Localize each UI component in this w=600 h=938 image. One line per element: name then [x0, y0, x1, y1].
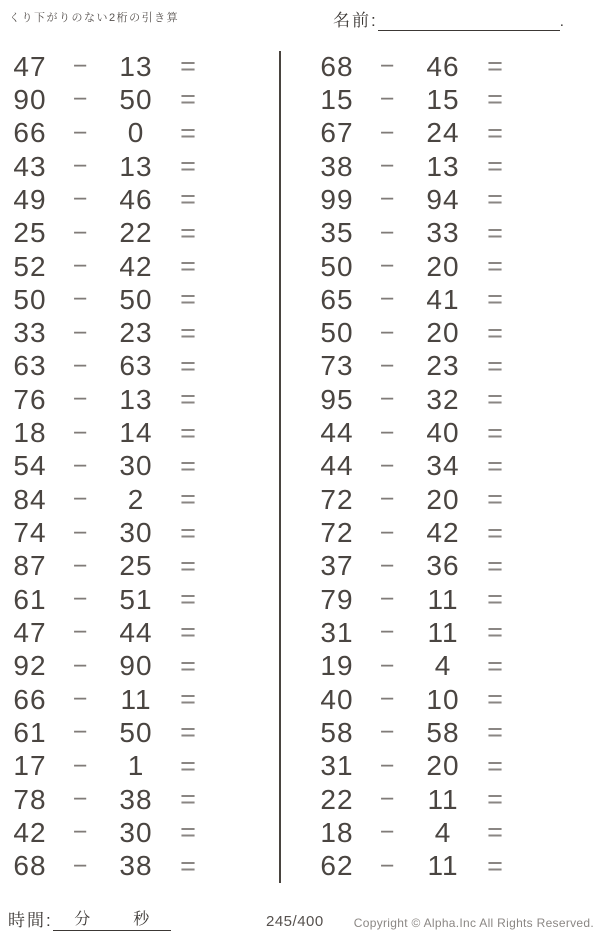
equals-icon: = [487, 517, 503, 548]
equals-icon: = [487, 684, 503, 715]
equals-icon: = [487, 717, 503, 748]
problem-row [2, 850, 279, 883]
equals-icon: = [487, 650, 503, 681]
subtrahend-value: 11 [427, 850, 459, 882]
minus-icon: − [72, 152, 88, 181]
equals-icon: = [180, 550, 196, 581]
equals-icon: = [487, 550, 503, 581]
name-blank-line [378, 13, 560, 31]
minus-icon: − [379, 85, 395, 114]
subtrahend-value: 15 [426, 83, 460, 115]
minuend-value: 50 [320, 317, 354, 349]
equals-icon: = [180, 750, 196, 781]
minus-icon: − [379, 818, 395, 847]
minuend-value: 61 [13, 583, 47, 615]
minus-icon: − [379, 118, 395, 147]
minus-icon: − [379, 218, 395, 247]
minuend-value: 47 [13, 50, 47, 82]
minuend-value: 68 [13, 850, 47, 882]
problem-row [2, 217, 279, 250]
problem-row [309, 850, 600, 883]
minus-icon: − [72, 85, 88, 114]
equals-icon: = [487, 384, 503, 415]
subtrahend-value: 30 [119, 517, 153, 549]
page-footer [0, 898, 600, 938]
minuend-value: 73 [320, 350, 354, 382]
subtrahend-value: 4 [434, 650, 452, 682]
subtrahend-value: 63 [119, 350, 153, 382]
minuend-value: 37 [320, 550, 354, 582]
problem-row [2, 450, 279, 483]
problem-row [309, 550, 600, 583]
subtrahend-value: 22 [119, 217, 153, 249]
subtrahend-value: 11 [427, 583, 459, 615]
subtrahend-value: 25 [119, 550, 153, 582]
minus-icon: − [72, 385, 88, 414]
equals-icon: = [180, 184, 196, 215]
minus-icon: − [379, 52, 395, 81]
problem-row [309, 117, 600, 150]
time-label: 時間: [8, 911, 53, 930]
equals-icon: = [487, 450, 503, 481]
problem-row [2, 550, 279, 583]
subtrahend-value: 11 [120, 683, 152, 715]
minus-icon: − [379, 451, 395, 480]
minus-icon: − [379, 418, 395, 447]
minus-icon: − [72, 751, 88, 780]
problem-row [309, 217, 600, 250]
equals-icon: = [487, 850, 503, 881]
minuend-value: 35 [320, 217, 354, 249]
minutes-label: 分 [74, 911, 91, 928]
minuend-value: 44 [320, 417, 354, 449]
problem-row [309, 450, 600, 483]
minus-icon: − [72, 718, 88, 747]
minus-icon: − [72, 785, 88, 814]
minus-icon: − [379, 285, 395, 314]
equals-icon: = [487, 484, 503, 515]
minus-icon: − [72, 551, 88, 580]
problem-row [309, 250, 600, 283]
subtrahend-value: 2 [127, 483, 145, 515]
problem-row [2, 516, 279, 549]
equals-icon: = [487, 84, 503, 115]
subtrahend-value: 50 [119, 83, 153, 115]
minuend-value: 99 [320, 183, 354, 215]
subtrahend-value: 13 [119, 150, 153, 182]
problem-row [309, 317, 600, 350]
minuend-value: 66 [13, 117, 47, 149]
equals-icon: = [487, 784, 503, 815]
minuend-value: 25 [13, 217, 47, 249]
subtrahend-value: 34 [426, 450, 460, 482]
minus-icon: − [379, 685, 395, 714]
minus-icon: − [72, 518, 88, 547]
subtrahend-value: 44 [119, 616, 153, 648]
minuend-value: 78 [13, 783, 47, 815]
problem-row [309, 183, 600, 216]
minuend-value: 31 [320, 616, 354, 648]
equals-icon: = [487, 350, 503, 381]
problem-row [2, 616, 279, 649]
equals-icon: = [487, 584, 503, 615]
equals-icon: = [180, 484, 196, 515]
equals-icon: = [180, 850, 196, 881]
subtrahend-value: 20 [426, 250, 460, 282]
problem-row [309, 816, 600, 849]
subtrahend-value: 42 [426, 517, 460, 549]
subtrahend-value: 11 [427, 783, 459, 815]
equals-icon: = [180, 84, 196, 115]
problem-row [309, 750, 600, 783]
problem-row [309, 683, 600, 716]
minuend-value: 33 [13, 317, 47, 349]
problem-row [2, 150, 279, 183]
equals-icon: = [487, 817, 503, 848]
subtrahend-value: 46 [119, 183, 153, 215]
minus-icon: − [72, 52, 88, 81]
equals-icon: = [180, 650, 196, 681]
problem-row [309, 516, 600, 549]
problem-row [2, 83, 279, 116]
minuend-value: 95 [320, 383, 354, 415]
minuend-value: 47 [13, 616, 47, 648]
subtrahend-value: 20 [426, 483, 460, 515]
equals-icon: = [180, 450, 196, 481]
name-field [333, 6, 564, 31]
minuend-value: 42 [13, 816, 47, 848]
problem-row [2, 250, 279, 283]
subtrahend-value: 51 [119, 583, 153, 615]
equals-icon: = [180, 684, 196, 715]
subtrahend-value: 38 [119, 850, 153, 882]
minuend-value: 66 [13, 683, 47, 715]
problem-row [309, 616, 600, 649]
minuend-value: 50 [13, 283, 47, 315]
minus-icon: − [379, 851, 395, 880]
problem-row [2, 750, 279, 783]
copyright-notice: Copyright © Alpha.Inc All Rights Reserved. [353, 916, 594, 930]
equals-icon: = [487, 284, 503, 315]
subtrahend-value: 58 [426, 716, 460, 748]
minus-icon: − [379, 751, 395, 780]
equals-icon: = [180, 384, 196, 415]
minus-icon: − [72, 218, 88, 247]
problems-column-right [281, 50, 600, 884]
minus-icon: − [379, 618, 395, 647]
minuend-value: 68 [320, 50, 354, 82]
minus-icon: − [72, 285, 88, 314]
problem-row [2, 483, 279, 516]
problem-row [309, 283, 600, 316]
page-counter: 245/400 [266, 913, 324, 930]
minus-icon: − [379, 651, 395, 680]
subtrahend-value: 33 [426, 217, 460, 249]
problem-row [2, 416, 279, 449]
problem-row [2, 716, 279, 749]
equals-icon: = [180, 817, 196, 848]
problem-row [309, 150, 600, 183]
minus-icon: − [72, 685, 88, 714]
subtrahend-value: 40 [426, 417, 460, 449]
page-header [0, 0, 600, 48]
minuend-value: 87 [13, 550, 47, 582]
minuend-value: 92 [13, 650, 47, 682]
subtrahend-value: 42 [119, 250, 153, 282]
equals-icon: = [487, 317, 503, 348]
equals-icon: = [180, 784, 196, 815]
minuend-value: 15 [320, 83, 354, 115]
minus-icon: − [379, 385, 395, 414]
problem-row [309, 583, 600, 616]
problem-row [309, 650, 600, 683]
minuend-value: 58 [320, 716, 354, 748]
minus-icon: − [379, 252, 395, 281]
minus-icon: − [379, 551, 395, 580]
subtrahend-value: 13 [119, 383, 153, 415]
minuend-value: 72 [320, 483, 354, 515]
subtrahend-value: 10 [426, 683, 460, 715]
minus-icon: − [379, 785, 395, 814]
subtrahend-value: 30 [119, 450, 153, 482]
problem-row [2, 783, 279, 816]
problem-row [309, 416, 600, 449]
problem-row [2, 816, 279, 849]
minuend-value: 22 [320, 783, 354, 815]
minus-icon: − [72, 585, 88, 614]
problem-row [2, 350, 279, 383]
minuend-value: 49 [13, 183, 47, 215]
problem-row [309, 383, 600, 416]
minus-icon: − [72, 252, 88, 281]
subtrahend-value: 1 [127, 750, 145, 782]
problem-row [2, 50, 279, 83]
minus-icon: − [379, 585, 395, 614]
problem-row [2, 317, 279, 350]
minuend-value: 40 [320, 683, 354, 715]
equals-icon: = [487, 117, 503, 148]
seconds-label: 秒 [133, 911, 150, 928]
subtrahend-value: 41 [426, 283, 460, 315]
equals-icon: = [487, 217, 503, 248]
minuend-value: 90 [13, 83, 47, 115]
minus-icon: − [72, 651, 88, 680]
minus-icon: − [72, 851, 88, 880]
name-line-period: . [559, 13, 564, 30]
equals-icon: = [180, 517, 196, 548]
problems-column-left [0, 50, 279, 884]
equals-icon: = [487, 617, 503, 648]
equals-icon: = [180, 117, 196, 148]
equals-icon: = [180, 284, 196, 315]
equals-icon: = [487, 151, 503, 182]
subtrahend-value: 23 [426, 350, 460, 382]
subtrahend-value: 94 [426, 183, 460, 215]
subtrahend-value: 4 [434, 816, 452, 848]
equals-icon: = [180, 417, 196, 448]
minuend-value: 67 [320, 117, 354, 149]
problem-row [2, 650, 279, 683]
problem-row [309, 83, 600, 116]
equals-icon: = [180, 151, 196, 182]
problem-row [309, 350, 600, 383]
minus-icon: − [379, 351, 395, 380]
minus-icon: − [72, 451, 88, 480]
minuend-value: 38 [320, 150, 354, 182]
minus-icon: − [379, 318, 395, 347]
minuend-value: 18 [320, 816, 354, 848]
equals-icon: = [180, 584, 196, 615]
subtrahend-value: 24 [426, 117, 460, 149]
minuend-value: 76 [13, 383, 47, 415]
equals-icon: = [487, 251, 503, 282]
subtrahend-value: 11 [427, 616, 459, 648]
time-field [8, 906, 171, 931]
problem-row [2, 283, 279, 316]
subtrahend-value: 13 [119, 50, 153, 82]
minus-icon: − [379, 185, 395, 214]
equals-icon: = [487, 750, 503, 781]
problem-row [2, 583, 279, 616]
minuend-value: 17 [13, 750, 47, 782]
minuend-value: 63 [13, 350, 47, 382]
subtrahend-value: 20 [426, 317, 460, 349]
minuend-value: 61 [13, 716, 47, 748]
minuend-value: 50 [320, 250, 354, 282]
minus-icon: − [72, 351, 88, 380]
subtrahend-value: 20 [426, 750, 460, 782]
equals-icon: = [180, 617, 196, 648]
minuend-value: 19 [320, 650, 354, 682]
minus-icon: − [379, 152, 395, 181]
equals-icon: = [180, 217, 196, 248]
equals-icon: = [180, 717, 196, 748]
minuend-value: 74 [13, 517, 47, 549]
minus-icon: − [72, 485, 88, 514]
minuend-value: 62 [320, 850, 354, 882]
problem-row [309, 483, 600, 516]
worksheet-title: くり下がりのない2桁の引き算 [9, 12, 180, 24]
problem-row [309, 716, 600, 749]
equals-icon: = [487, 417, 503, 448]
minuend-value: 44 [320, 450, 354, 482]
equals-icon: = [180, 51, 196, 82]
minuend-value: 54 [13, 450, 47, 482]
problem-row [2, 183, 279, 216]
minus-icon: − [72, 318, 88, 347]
problem-row [309, 783, 600, 816]
minus-icon: − [72, 185, 88, 214]
equals-icon: = [487, 51, 503, 82]
minus-icon: − [72, 118, 88, 147]
subtrahend-value: 32 [426, 383, 460, 415]
equals-icon: = [487, 184, 503, 215]
subtrahend-value: 0 [127, 117, 145, 149]
equals-icon: = [180, 251, 196, 282]
subtrahend-value: 23 [119, 317, 153, 349]
minuend-value: 43 [13, 150, 47, 182]
minus-icon: − [72, 818, 88, 847]
minus-icon: − [72, 418, 88, 447]
problem-row [309, 50, 600, 83]
minus-icon: − [72, 618, 88, 647]
minuend-value: 72 [320, 517, 354, 549]
minus-icon: − [379, 518, 395, 547]
subtrahend-value: 46 [426, 50, 460, 82]
name-label: 名前: [333, 11, 378, 30]
minuend-value: 52 [13, 250, 47, 282]
minuend-value: 18 [13, 417, 47, 449]
problem-row [2, 383, 279, 416]
subtrahend-value: 38 [119, 783, 153, 815]
subtrahend-value: 36 [426, 550, 460, 582]
problem-row [2, 117, 279, 150]
minuend-value: 84 [13, 483, 47, 515]
subtrahend-value: 90 [119, 650, 153, 682]
minuend-value: 31 [320, 750, 354, 782]
subtrahend-value: 50 [119, 716, 153, 748]
equals-icon: = [180, 350, 196, 381]
minus-icon: − [379, 485, 395, 514]
subtrahend-value: 30 [119, 816, 153, 848]
time-blank-line [53, 906, 171, 931]
problem-row [2, 683, 279, 716]
problems-area [0, 50, 600, 884]
minuend-value: 65 [320, 283, 354, 315]
minuend-value: 79 [320, 583, 354, 615]
minus-icon: − [379, 718, 395, 747]
subtrahend-value: 13 [426, 150, 460, 182]
subtrahend-value: 14 [119, 417, 153, 449]
subtrahend-value: 50 [119, 283, 153, 315]
equals-icon: = [180, 317, 196, 348]
